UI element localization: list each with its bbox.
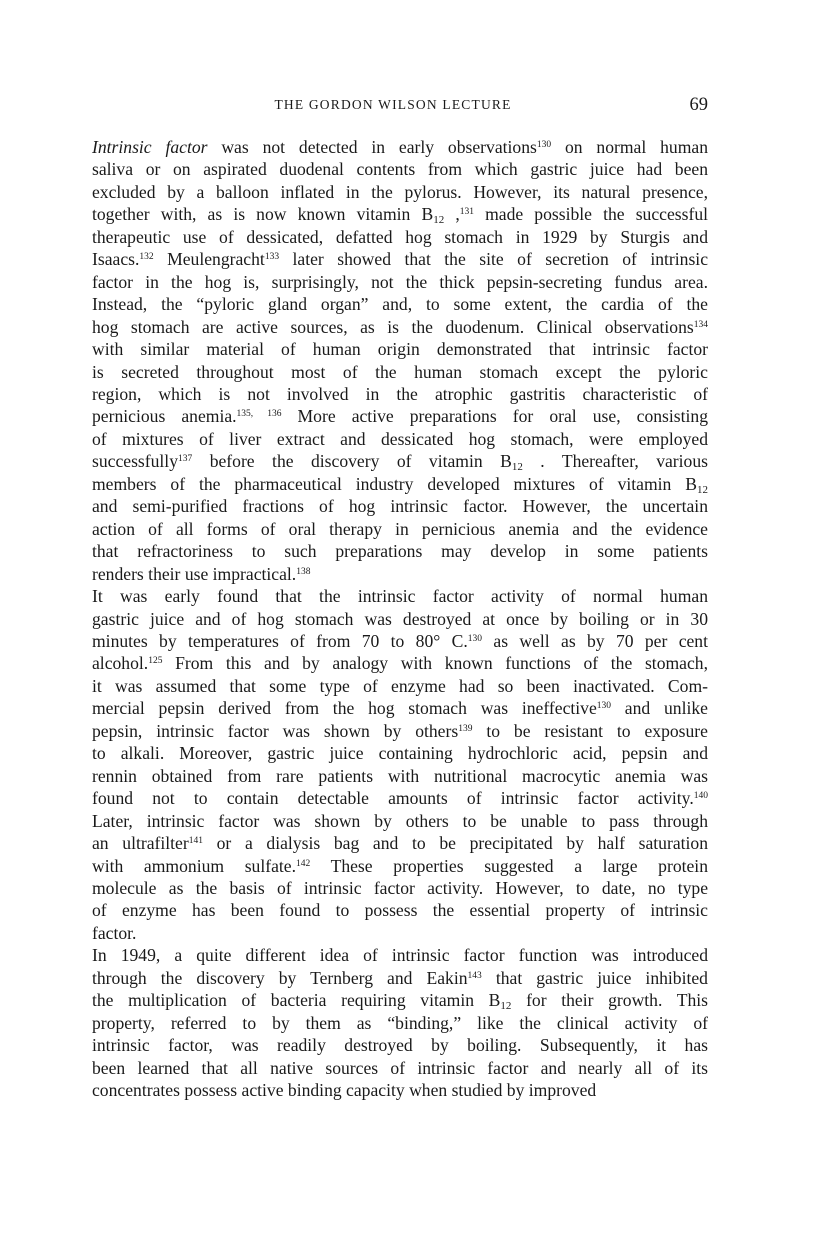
text-line (75, 720, 708, 742)
text-line (75, 540, 708, 562)
text-line (75, 1012, 708, 1034)
text-run: made possible the successful (473, 204, 708, 225)
text-line (75, 855, 708, 877)
text-run: that refractoriness to such preparations may develop in some patients (92, 541, 708, 562)
text-line (75, 675, 708, 697)
reference-number: 131 (459, 207, 474, 218)
reference-number: 139 (458, 723, 473, 734)
text-run: factor in the hog is, surprisingly, not the thick pepsin-secreting fundus area. (92, 271, 708, 292)
reference-number: 141 (188, 836, 203, 847)
subscript: 12 (511, 461, 523, 474)
text-run: excluded by a balloon inflated in the pylorus. However, its natural presence, (92, 181, 708, 202)
text-run: with ammonium sulfate. (92, 855, 296, 876)
text-run: These properties suggested a large protein (310, 855, 708, 876)
text-line (75, 1079, 708, 1101)
text-run: and unlike (611, 698, 708, 719)
text-run: therapeutic use of dessicated, defatted hog stomach in 1929 by Sturgis and (92, 226, 708, 247)
text-line (75, 1034, 708, 1056)
subscript: 12 (697, 483, 708, 496)
text-run: rennin obtained from rare patients with nutritional macrocytic anemia was (92, 765, 708, 786)
text-line (75, 630, 708, 652)
text-run: It was early found that the intrinsic factor activity of normal human (92, 586, 708, 607)
text-run: minutes by temperatures of from 70 to 80° C. (92, 630, 468, 651)
text-line (75, 787, 708, 809)
text-line (75, 742, 708, 764)
text-run: the multiplication of bacteria requiring vitamin B (92, 990, 501, 1011)
text-run: for their growth. This (511, 990, 708, 1011)
text-run: Intrinsic factor (92, 137, 208, 157)
text-line (75, 361, 708, 383)
text-line (75, 495, 708, 517)
reference-number: 132 (139, 252, 154, 263)
text-run: hog stomach are active sources, as is the duodenum. Clinical observations (92, 316, 694, 337)
text-run: on normal human (551, 137, 708, 157)
text-line (75, 967, 708, 989)
text-line (75, 226, 708, 248)
text-run: action of all forms of oral therapy in pernicious anemia and the evidence (92, 518, 708, 539)
text-run: successfully (92, 451, 178, 472)
text-run: through the discovery by Ternberg and Eakin (92, 967, 468, 988)
text-line (75, 944, 708, 966)
subscript: 12 (500, 1000, 512, 1013)
text-line (75, 316, 708, 338)
text-line (75, 585, 708, 607)
text-run: pepsin, intrinsic factor was shown by others (92, 720, 459, 741)
reference-number: 125 (148, 656, 163, 667)
text-run: More active preparations for oral use, consisting (281, 406, 708, 427)
text-line (75, 608, 708, 630)
reference-number: 143 (467, 970, 482, 981)
text-run: to alkali. Moreover, gastric juice containing hydrochloric acid, pepsin and (92, 743, 708, 764)
text-line (75, 652, 708, 674)
paragraph (75, 136, 708, 585)
paragraph (75, 944, 708, 1101)
text-run: intrinsic factor, was readily destroyed by boiling. Subsequently, it has (92, 1035, 708, 1056)
text-line (75, 765, 708, 787)
text-line (75, 877, 708, 899)
text-line (75, 518, 708, 540)
text-line (75, 136, 708, 158)
text-line (75, 338, 708, 360)
text-run: . Thereafter, various (522, 451, 708, 472)
text-run: pernicious anemia. (92, 406, 237, 427)
text-line (75, 181, 708, 203)
text-line (75, 473, 708, 495)
text-run: been learned that all native sources of intrinsic factor and nearly all of its (92, 1057, 708, 1078)
text-line (75, 203, 708, 225)
text-run: members of the pharmaceutical industry developed mixtures of vitamin B (92, 473, 697, 494)
reference-number: 133 (264, 252, 280, 263)
text-line (75, 271, 708, 293)
text-line (75, 405, 708, 427)
text-line (75, 899, 708, 921)
text-run: found not to contain detectable amounts of intrinsic factor activity. (92, 788, 694, 809)
text-line (75, 563, 708, 585)
text-line (75, 158, 708, 180)
text-run: before the discovery of vitamin B (192, 451, 512, 472)
reference-number: 130 (536, 140, 552, 150)
text-run: and semi-purified fractions of hog intrinsic factor. However, the uncertain (92, 496, 708, 517)
reference-number: 130 (596, 701, 612, 712)
text-run: it was assumed that some type of enzyme had so been inactivated. Com- (92, 675, 708, 696)
text-line (75, 810, 708, 832)
reference-number: 134 (693, 319, 708, 330)
text-run: property, referred to by them as “binding,” like the clinical activity of (92, 1012, 708, 1033)
text-run: an ultrafilter (92, 833, 189, 854)
text-run: of mixtures of liver extract and dessicated hog stomach, were employed (92, 428, 708, 449)
text-run: In 1949, a quite different idea of intrinsic factor function was introduced (92, 945, 708, 966)
text-run: later showed that the site of secretion of intrinsic (279, 249, 708, 270)
text-run: mercial pepsin derived from the hog stomach was ineffective (92, 698, 597, 719)
body-text (75, 136, 708, 1101)
reference-number: 140 (693, 791, 708, 802)
text-run: region, which is not involved in the atrophic gastritis characteristic of (92, 383, 708, 404)
text-line (75, 383, 708, 405)
text-line (75, 293, 708, 315)
reference-number: 130 (467, 633, 483, 644)
paragraph (75, 585, 708, 944)
running-title: THE GORDON WILSON LECTURE (274, 97, 512, 112)
text-run: renders their use impractical. (92, 563, 297, 584)
text-line (75, 1057, 708, 1079)
subscript: 12 (433, 214, 445, 227)
text-line (75, 697, 708, 719)
text-run: From this and by analogy with known functions of the stomach, (162, 653, 708, 674)
text-line (75, 450, 708, 472)
page-number: 69 (689, 95, 708, 115)
text-line (75, 428, 708, 450)
text-run: saliva or on aspirated duodenal contents from which gastric juice had been (92, 159, 708, 180)
text-run: to be resistant to exposure (472, 720, 708, 741)
text-run: factor. (92, 922, 137, 943)
text-run: with similar material of human origin demonstrated that intrinsic factor (92, 339, 708, 360)
text-run: is secreted throughout most of the human stomach except the pyloric (92, 361, 708, 382)
text-run: that gastric juice inhibited (481, 967, 708, 988)
text-run: Meulengracht (153, 249, 265, 270)
reference-number: 137 (178, 454, 193, 465)
reference-number: 142 (296, 858, 311, 869)
text-run: Isaacs. (92, 249, 140, 270)
text-line (75, 922, 708, 944)
reference-number: 138 (296, 566, 311, 577)
running-head (0, 95, 816, 119)
text-line (75, 832, 708, 854)
reference-number: 135, 136 (236, 409, 282, 420)
text-run: together with, as is now known vitamin B (92, 204, 434, 225)
text-run: as well as by 70 per cent (482, 630, 708, 651)
text-run: concentrates possess active binding capacity when studied by improved (92, 1080, 597, 1101)
text-run: was not detected in early observations (207, 137, 537, 157)
text-line (75, 989, 708, 1011)
text-run: molecule as the basis of intrinsic factor activity. However, to date, no type (92, 877, 708, 898)
text-run: Instead, the “pyloric gland organ” and, to some extent, the cardia of the (92, 294, 708, 315)
text-run: Later, intrinsic factor was shown by others to be unable to pass through (92, 810, 708, 831)
text-run: or a dialysis bag and to be precipitated by half saturation (202, 833, 709, 854)
text-run: of enzyme has been found to possess the essential property of intrinsic (92, 900, 708, 921)
text-line (75, 248, 708, 270)
text-run: , (444, 204, 460, 225)
text-run: gastric juice and of hog stomach was destroyed at once by boiling or in 30 (92, 608, 708, 629)
text-run: alcohol. (92, 653, 149, 674)
